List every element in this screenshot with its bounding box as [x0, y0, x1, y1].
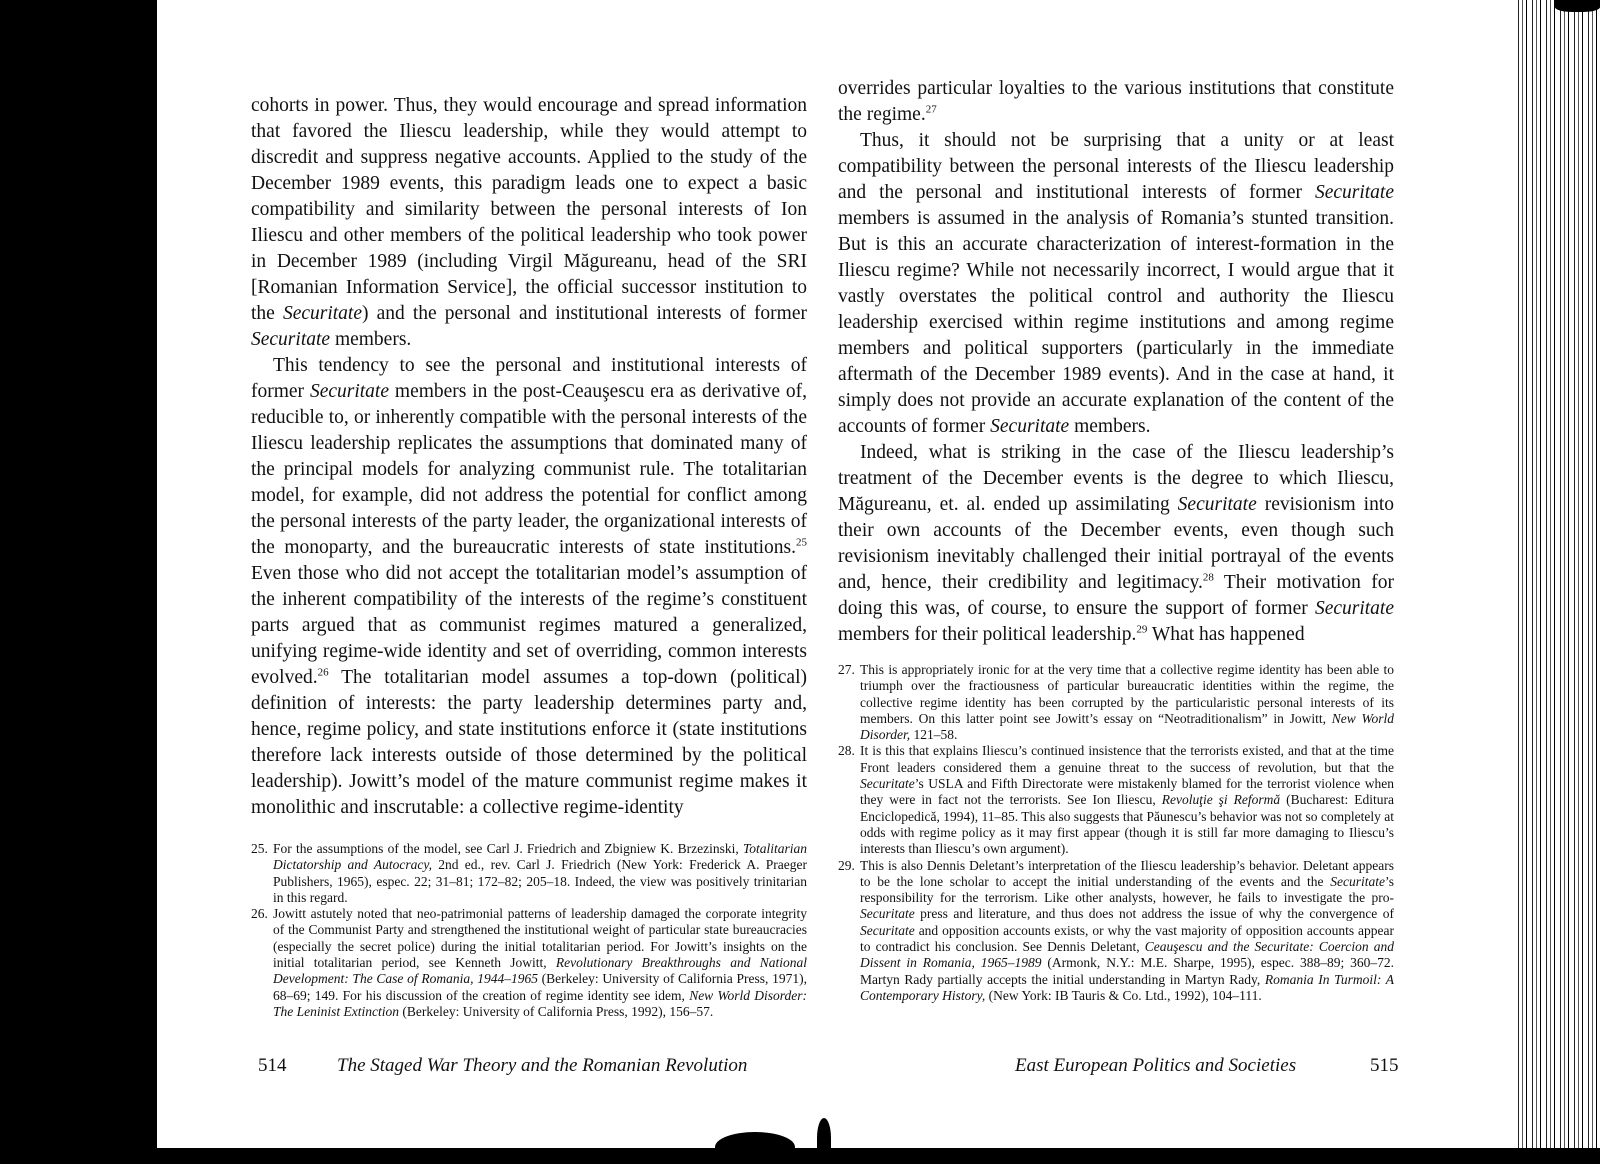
paragraph: This tendency to see the personal and institutional interests of former Securitate members in the post-Ceauşescu era as derivative of, reducible to, or inherently compatible with the personal interests of the Iliescu leadership replicates the assumptions that dominated many of the principal models for analyzing communist rule. The totalitarian model, for example, did not address the potential for conflict among the personal interests of the party leader, the organizational interests of the monoparty, and the bureaucratic interests of state institutions.$^{25}$ Even those who did not accept the totalitarian model’s assumption of the inherent compatibility of the interests of the regime’s constituent parts argued that as communist regimes matured a generalized, unifying regime-wide identity and set of overriding, common interests evolved.$^{26}$ The totalitarian model assumes a top-down (political) definition of interests: the party leadership determines party and, hence, regime policy, and state institutions enforce it (state institutions therefore lack interests outside of those determined by the political leadership). Jowitt’s model of the mature communist regime makes it monolithic and inscrutable: a collective regime-identity [251, 355, 807, 818]
page-number-right: 515 [1370, 1055, 1399, 1076]
footnote-number: 27. [838, 662, 855, 677]
footnote-text: This is also Dennis Deletant’s interpretation of the Iliescu leadership’s behavior. Deletant appears to be the lone scholar to accept the initial understanding of the events and the Securitate’s responsibility for the terrorism. Like other analysts, however, he fails to investigate the pro-Securitate press and literature, and thus does not address the issue of why the convergence of Securitate and opposition accounts exists, or why the vast majority of opposition accounts appear to contradict his conclusion. See Dennis Deletant, Ceauşescu and the Securitate: Coercion and Dissent in Romania, 1965–1989 (Armonk, N.Y.: M.E. Sharpe, 1995), espec. 388–89; 360–72. Martyn Rady partially accepts the initial understanding in Martyn Rady, Romania In Turmoil: A Contemporary History, (New York: IB Tauris & Co. Ltd., 1992), 104–111. [860, 857, 1394, 1003]
running-title-left: The Staged War Theory and the Romanian Revolution [337, 1055, 748, 1076]
footnote-text: For the assumptions of the model, see Carl J. Friedrich and Zbigniew K. Brzezinski, Totalitarian Dictatorship and Autocracy, 2nd ed., rev. Carl J. Friedrich (New York: Frederick A. Praeger Publishers, 1965), espec. 22; 31–81; 172–82; 205–18. Indeed, the view was positively trinitarian in this regard. [273, 841, 808, 905]
book-spine-edge [1515, 0, 1600, 1150]
right-page [838, 76, 1394, 1004]
footnote-text: It is this that explains Iliescu’s continued insistence that the terrorists existed, and that at the time Front leaders considered them a genuine threat to the success of revolution, but that the Securitate’s USLA and Fifth Directorate were mistakenly blamed for the terrorist violence when they were in fact not the terrorists. See Ion Iliescu, Revoluţie şi Reformă (Bucharest: Editura Enciclopedică, 1994), 11–85. This also suggests that Păunescu’s behavior was not so completely at odds with regime policy as it may first appear (though it is still far more damaging to Iliescu’s interests than Iliescu’s own argument). [860, 743, 1394, 857]
right-page-body [838, 76, 1394, 648]
footnote-number: 26. [251, 906, 268, 922]
scan-artifact [715, 1132, 795, 1162]
footnote [251, 841, 807, 906]
left-page [251, 93, 807, 1020]
running-title-right: East European Politics and Societies [1015, 1055, 1297, 1076]
footnote-number: 25. [251, 841, 268, 856]
footnote [838, 662, 1394, 743]
paragraph: cohorts in power. Thus, they would encourage and spread information that favored the Iliescu leadership, while they would attempt to discredit and suppress negative accounts. Applied to the study of the December 1989 events, this paradigm leads one to expect a basic compatibility and similarity between the personal interests of Ion Iliescu and other members of the political leadership who took power in December 1989 (including Virgil Măgureanu, head of the SRI [Romanian Information Service], the official successor institution to the Securitate) and the personal and institutional interests of former Securitate members. [251, 95, 807, 350]
paragraph: overrides particular loyalties to the various institutions that constitute the regime.$^{27}$ [838, 78, 1394, 125]
page-number-left: 514 [258, 1055, 287, 1076]
right-page-footnotes [838, 662, 1394, 1004]
footnote-text: This is appropriately ironic for at the very time that a collective regime identity has been able to triumph over the fractiousness of particular bureaucratic identities within the regime, the collective regime identity has been corrupted by the particularistic personal interests of its members. On this latter point see Jowitt’s essay on “Neotraditionalism” in Jowitt, New World Disorder, 121–58. [860, 662, 1394, 743]
footnote [251, 906, 807, 1020]
left-page-body [251, 93, 807, 821]
paragraph: Indeed, what is striking in the case of the Iliescu leadership’s treatment of the December events is the degree to which Iliescu, Măgureanu, et. al. ended up assimilating Securitate revisionism into their own accounts of the December events, even though such revisionism inevitably challenged their initial portrayal of the events and, hence, their credibility and legitimacy.$^{28}$ Their motivation for doing this was, of course, to ensure the support of former Securitate members for their political leadership.$^{29}$ What has happened [838, 442, 1394, 645]
footnote-number: 28. [838, 743, 855, 759]
paragraph: Thus, it should not be surprising that a unity or at least compatibility between the personal interests of the Iliescu leadership and the personal and institutional interests of former Securitate members is assumed in the analysis of Romania’s stunted transition. But is this an accurate characterization of interest-formation in the Iliescu regime? While not necessarily incorrect, I would argue that it vastly overstates the political control and authority the Iliescu leadership exercised within regime institutions and among regime members and political supporters (particularly in the immediate aftermath of the December 1989 events). And in the case at hand, it simply does not provide an accurate explanation of the content of the accounts of former Securitate members. [838, 130, 1394, 437]
left-page-footnotes [251, 841, 807, 1020]
scan-artifact [817, 1118, 831, 1158]
footnote [838, 858, 1394, 1005]
footnote-number: 29. [838, 857, 855, 873]
scan-left-margin-shadow [0, 0, 157, 1164]
footnote-text: Jowitt astutely noted that neo-patrimonial patterns of leadership damaged the corporate integrity of the Communist Party and strengthened the institutional weight of particular state bureaucracies (especially the secret police) during the initial totalitarian period. For Jowitt’s insights on the initial totalitarian period, see Kenneth Jowitt, Revolutionary Breakthroughs and National Development: The Case of Romania, 1944–1965 (Berkeley: University of California Press, 1971), 68–69; 149. For his discussion of the creation of regime identity see idem, New World Disorder: The Leninist Extinction (Berkeley: University of California Press, 1992), 156–57. [273, 906, 807, 1019]
footnote [838, 743, 1394, 857]
scan-bottom-edge [0, 1148, 1600, 1164]
spine-shadow [1555, 0, 1600, 12]
